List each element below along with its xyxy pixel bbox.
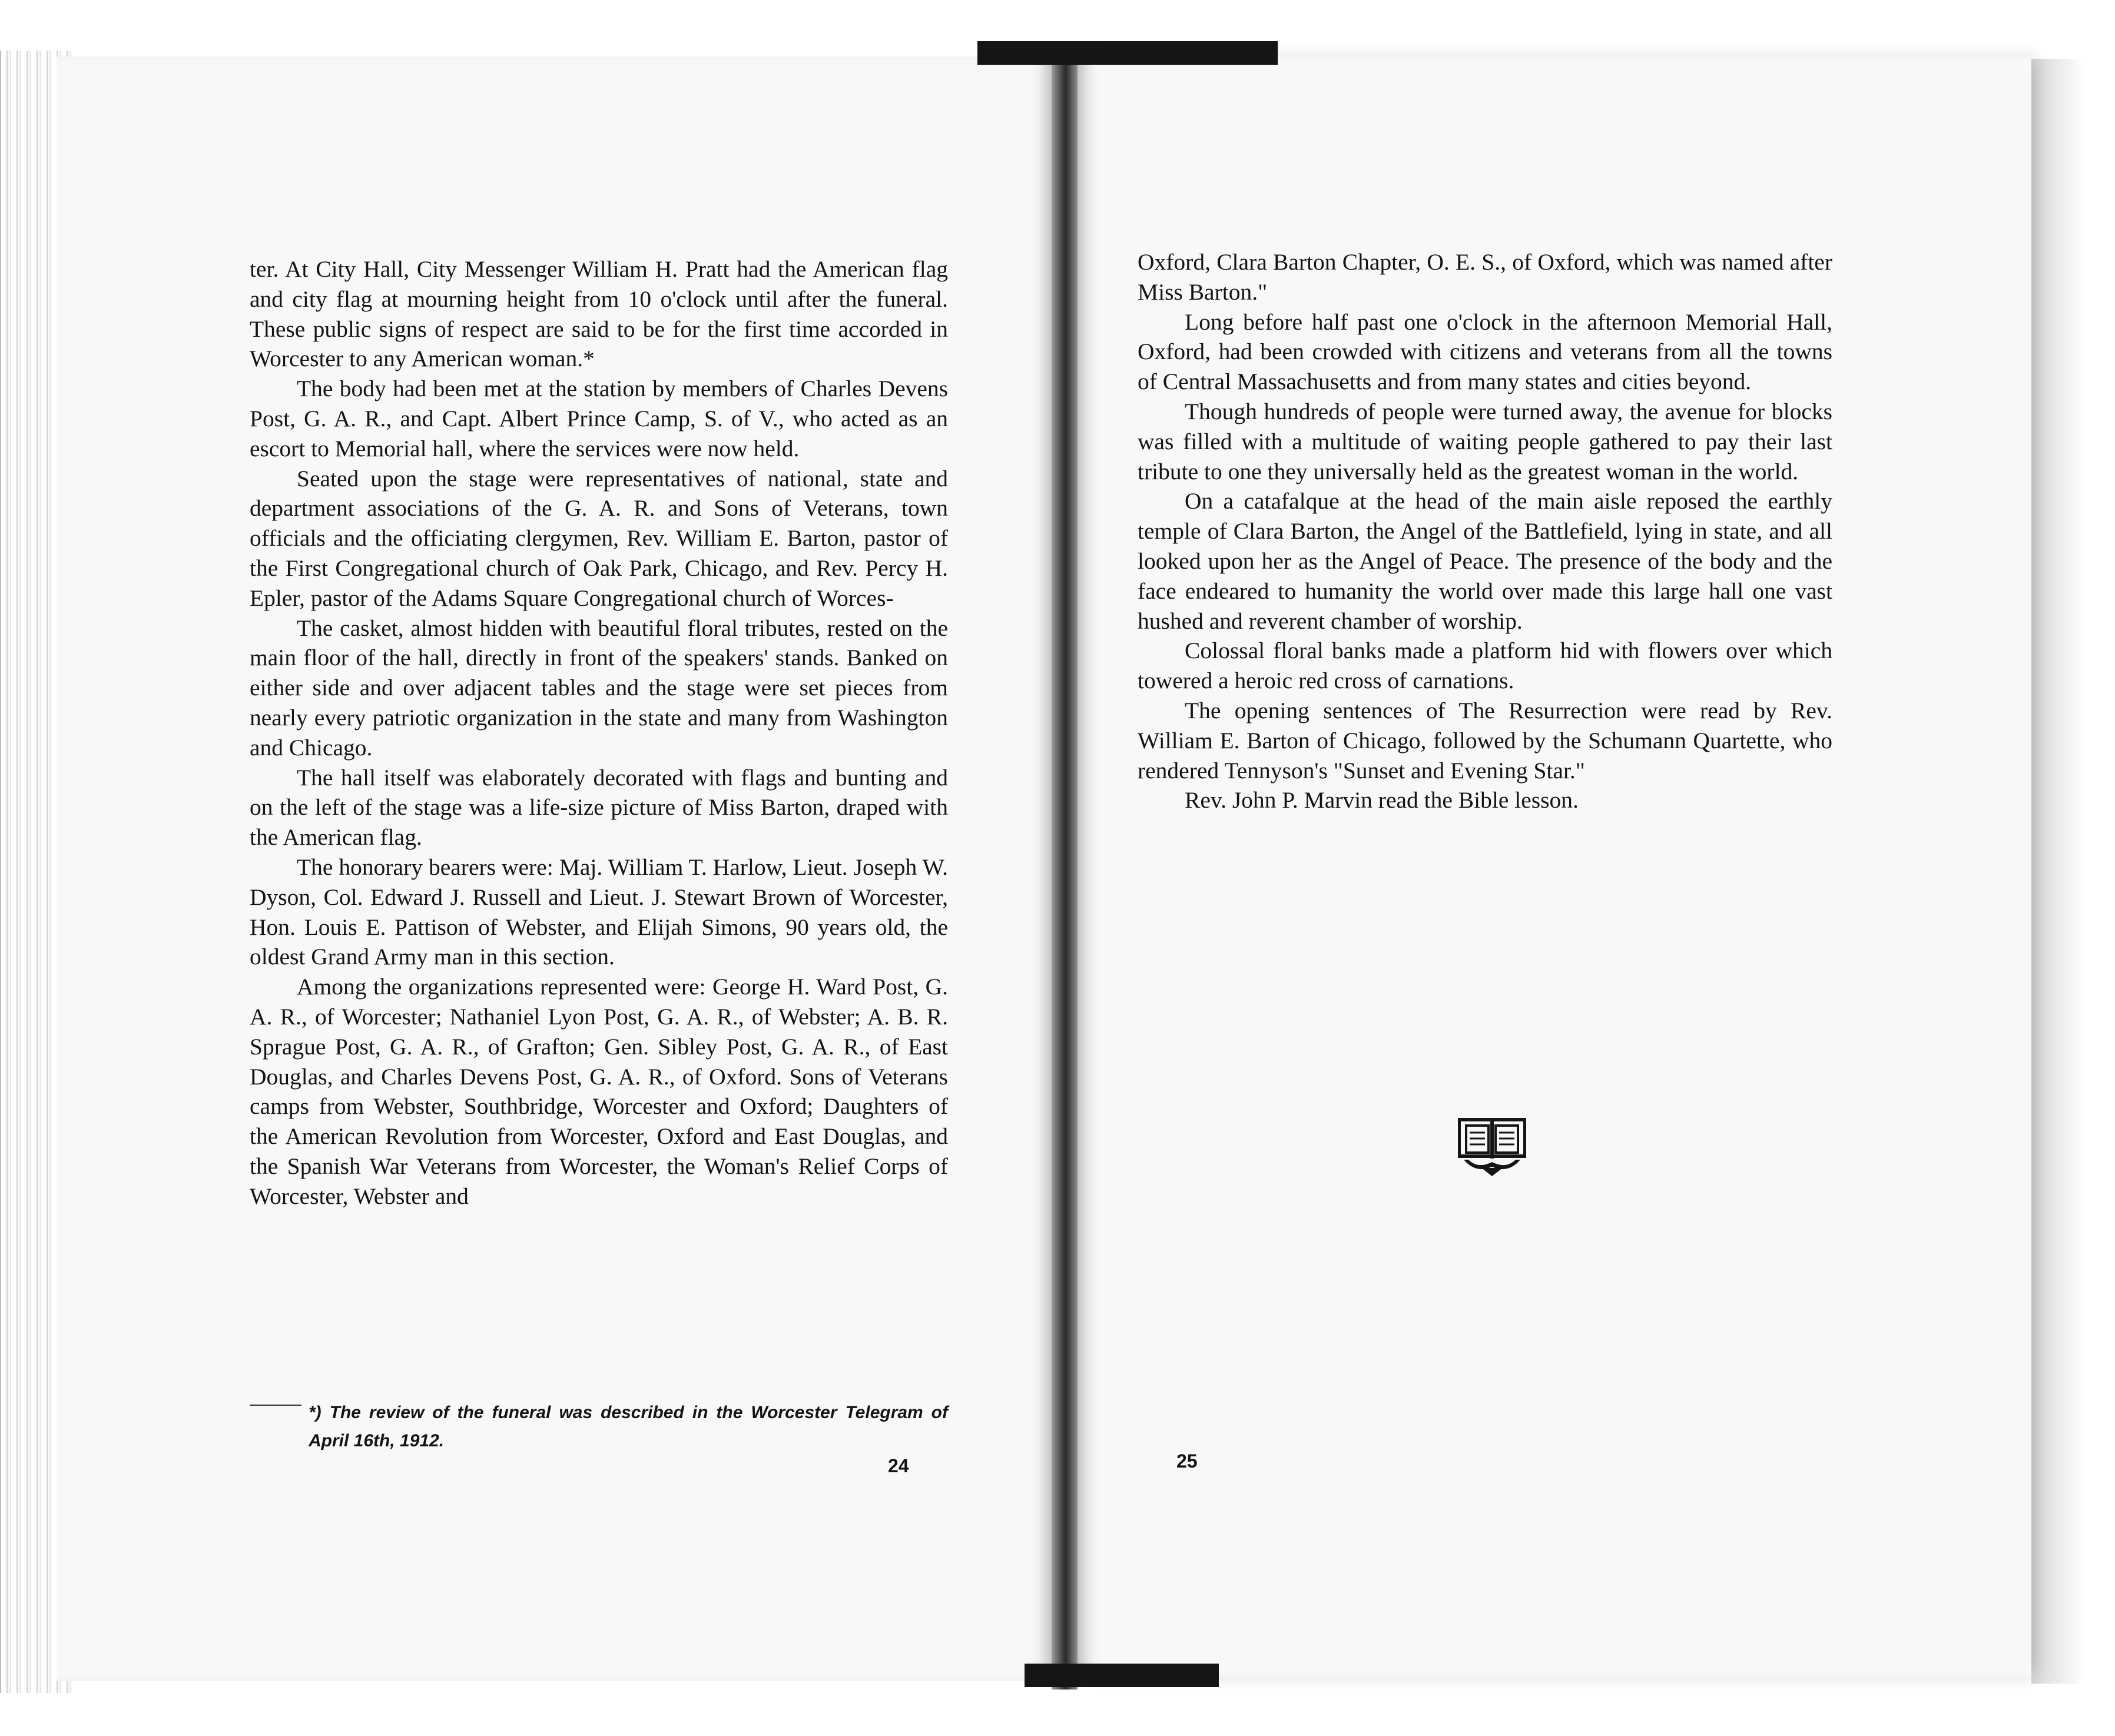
paragraph: The opening sentences of The Resurrection were read by Rev. William E. Barton of Chicago, followed by the Schumann Quartette, who rendered Tennyson's "Sunset and Evening Star." [1138, 697, 1832, 784]
paragraph: Rev. John P. Marvin read the Bible lesson. [1185, 787, 1579, 814]
paragraph: ter. At City Hall, City Messenger William H. Pratt had the American flag and city flag at mourning height from 10 o'clock until after the funeral. These public signs of respect are said to be for the first time accorded in Worcester to any American woman.* [250, 256, 948, 372]
paragraph: Among the organizations represented were: George H. Ward Post, G. A. R., of Worcester; Nathaniel Lyon Post, G. A. R., of Webster; A. B. R. Sprague Post, G. A. R., of Grafton; Gen. Sibley Post, G. A. R., of East Douglas, and Charles Devens Post, G. A. R., of Oxford. Sons of Veterans camps from Webster, Southbridge, Worcester and Oxford; Daughters of the American Revolution from Worcester, Oxford and East Douglas, and the Spanish War Veterans from Worcester, the Woman's Relief Corps of Worcester, Webster and [250, 974, 948, 1209]
paragraph: Oxford, Clara Barton Chapter, O. E. S., of Oxford, which was named after Miss Barton." [1138, 249, 1832, 305]
paragraph: The honorary bearers were: Maj. William T. Harlow, Lieut. Joseph W. Dyson, Col. Edward J. Russell and Lieut. J. Stewart Brown of Worcester, Hon. Louis E. Pattison of Webster, and Elijah Simons, 90 years old, the oldest Grand Army man in this section. [250, 854, 948, 970]
page-number-right: 25 [1176, 1450, 1198, 1472]
paragraph: Though hundreds of people were turned away, the avenue for blocks was filled with a multitude of waiting people gathered to pay their last tribute to one they universally held as the greatest woman in the world. [1138, 398, 1832, 484]
open-book-ornament-icon [1458, 1117, 1526, 1180]
paragraph: The body had been met at the station by members of Charles Devens Post, G. A. R., and Capt. Albert Prince Camp, S. of V., who acted as an escort to Memorial hall, where the services were now held. [250, 376, 948, 462]
left-text-column [250, 254, 948, 1211]
page-number-left: 24 [888, 1455, 909, 1476]
paragraph: Colossal floral banks made a platform hid with flowers over which towered a heroic red cross of carnations. [1138, 638, 1832, 694]
paragraph: Seated upon the stage were representatives of national, state and department associations of the G. A. R. and Sons of Veterans, town officials and the officiating clergymen, Rev. William E. Barton, pastor of the First Congregational church of Oak Park, Chicago, and Rev. Percy H. Epler, pastor of the Adams Square Congregational church of Worces- [250, 465, 948, 611]
footnote-text: *) The review of the funeral was described in the Worcester Telegram of April 16th, 1912. [309, 1403, 948, 1450]
spine-top-band [977, 41, 1278, 65]
footnote [250, 1399, 948, 1455]
page-edge-shadow [2031, 59, 2084, 1684]
right-text-column [1138, 247, 1832, 815]
book-gutter [1052, 41, 1078, 1689]
spine-bottom-band [1025, 1664, 1219, 1687]
paragraph: Long before half past one o'clock in the afternoon Memorial Hall, Oxford, had been crowded with citizens and veterans from all the towns of Central Massachusetts and from many states and cities beyond. [1138, 308, 1832, 395]
paragraph: On a catafalque at the head of the main aisle reposed the earthly temple of Clara Barton, the Angel of the Battlefield, lying in state, and all looked upon her as the Angel of Peace. The presence of the body and the face endeared to humanity the world over made this large hall one vast hushed and reverent chamber of worship. [1138, 488, 1832, 634]
paragraph: The hall itself was elaborately decorated with flags and bunting and on the left of the stage was a life-size picture of Miss Barton, draped with the American flag. [250, 764, 948, 851]
paragraph: The casket, almost hidden with beautiful floral tributes, rested on the main floor of the hall, directly in front of the speakers' stands. Banked on either side and over adjacent tables and the stage were set pieces from nearly every patriotic organization in the state and many from Washington and Chicago. [250, 615, 948, 761]
